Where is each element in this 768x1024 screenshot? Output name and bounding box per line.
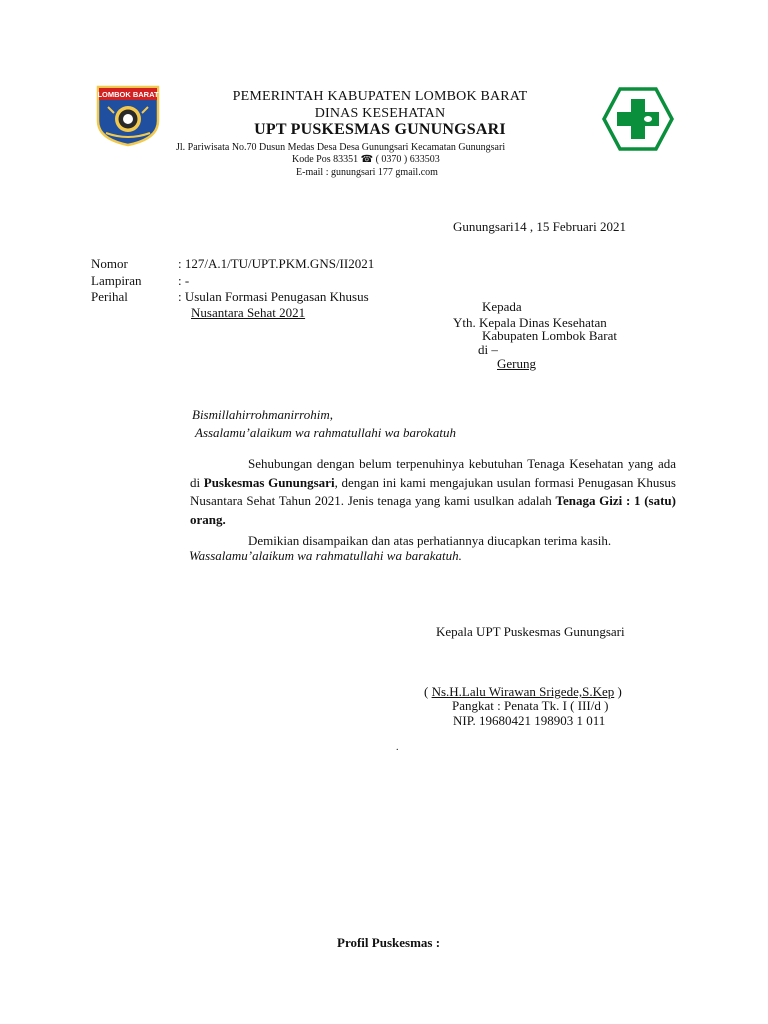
- signature-nip: NIP. 19680421 198903 1 011: [453, 713, 606, 728]
- signature-rank: Pangkat : Penata Tk. I ( III/d ): [452, 698, 609, 713]
- signature-paren-open: (: [424, 684, 432, 699]
- recipient-yth: Yth. Kepala Dinas Kesehatan: [453, 315, 607, 330]
- perihal-label: Perihal: [91, 289, 128, 304]
- letter-body: [190, 455, 676, 551]
- letterhead-email: E-mail : gunungsari 177 gmail.com: [296, 167, 438, 178]
- recipient-di: di –: [478, 342, 498, 357]
- letterhead-postal-phone: [292, 154, 440, 165]
- letterhead-department: DINAS KESEHATAN: [314, 106, 446, 121]
- telephone-icon: ☎: [360, 154, 374, 165]
- perihal-value-line1: : Usulan Formasi Penugasan Khusus: [178, 289, 369, 304]
- phone-number: ( 0370 ) 633503: [375, 154, 440, 165]
- footer-heading: Profil Puskesmas :: [337, 935, 441, 950]
- letter-date: Gunungsari14 , 15 Februari 2021: [453, 219, 626, 234]
- letterhead-institution: UPT PUSKESMAS GUNUNGSARI: [254, 121, 506, 138]
- lampiran-label: Lampiran: [91, 273, 142, 288]
- green-cross-health-icon: [602, 87, 674, 151]
- body-paragraph-1: [190, 455, 676, 529]
- letterhead-address: Jl. Pariwisata No.70 Dusun Medas Desa Desa Gunungsari Kecamatan Gunungsari: [176, 142, 506, 153]
- body-paragraph-2: Demikian disampaikan dan atas perhatiannya diucapkan terima kasih.: [248, 533, 612, 548]
- greeting-bismillah: Bismillahirrohmanirrohim,: [192, 407, 333, 422]
- postal-code: Kode Pos 83351: [292, 154, 359, 165]
- letterhead-government: PEMERINTAH KABUPATEN LOMBOK BARAT: [232, 89, 528, 104]
- signature-name: Ns.H.Lalu Wirawan Srigede,S.Kep: [431, 684, 615, 699]
- body-p1-text-a: Sehubungan dengan belum terpenuhinya kebutuhan Tenaga Kesehatan yang ada di: [190, 456, 676, 490]
- recipient-place: Gerung: [497, 356, 536, 371]
- closing-salam: Wassalamu’alaikum wa rahmatullahi wa barakatuh.: [189, 548, 462, 563]
- recipient-district: Kabupaten Lombok Barat: [482, 328, 618, 343]
- nomor-label: Nomor: [91, 256, 128, 271]
- stray-mark: .: [396, 742, 399, 753]
- signature-paren-close: ): [614, 684, 622, 699]
- lombok-barat-crest-icon: [96, 85, 160, 147]
- body-p1-request: Tenaga Gizi : 1 (satu) orang.: [190, 493, 676, 527]
- nomor-value: : 127/A.1/TU/UPT.PKM.GNS/II2021: [178, 256, 375, 271]
- recipient-kepada: Kepada: [482, 299, 522, 314]
- greeting-salam: Assalamu’alaikum wa rahmatullahi wa barokatuh: [195, 425, 456, 440]
- signature-title: Kepala UPT Puskesmas Gunungsari: [436, 624, 625, 639]
- body-p1-text-b: , dengan ini kami mengajukan usulan formasi Penugasan Khusus Nusantara Sehat Tahun 2021. Jenis tenaga yang kami usulkan adalah: [190, 474, 676, 508]
- body-p1-institution: Puskesmas Gunungsari: [203, 474, 335, 490]
- lampiran-value: : -: [178, 273, 190, 288]
- perihal-value-line2: Nusantara Sehat 2021: [191, 305, 306, 320]
- crest-banner-text: LOMBOK BARAT: [97, 90, 159, 99]
